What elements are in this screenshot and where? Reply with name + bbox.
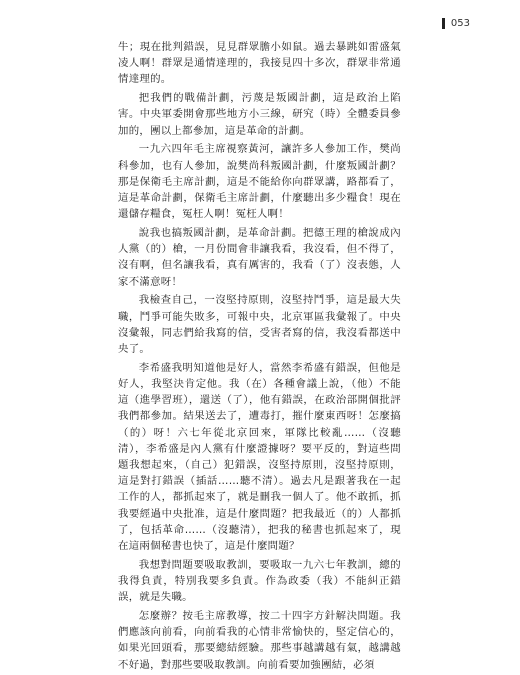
paragraph: 怎麼辦？按毛主席教導，按二十四字方針解決問題。我們應該向前看，向前看我的心情非常愉快的，堅定信心的，如果光回頭看，那要總結經驗。那些事越講越有氣，越講越不好過，對那些要吸取教訓。向前看要加強團結，必須 [118,610,401,671]
paragraph: 我檢查自己，一沒堅持原則，沒堅持鬥爭，這是最大失職，鬥爭可能失敗多，可報中央，北京軍區我彙報了。中央沒彙報，同志們給我寫的信，受害者寫的信，我沒看都送中央了。 [118,294,401,356]
paragraph: 說我也搞叛國計劃，是革命計劃。把德王理的槍說成內人黨（的）槍，一月份間會非讓我看，我沒看，但不得了，沒有啊，但名讓我看，真有厲害的，我看（了）沒表態，人家不滿意呀！ [118,227,401,288]
page-header [442,18,470,29]
paragraph: 李希盛我明知道他是好人，當然李希盛有錯誤，但他是好人，我堅決肯定他。我（在）各種會議上說，（他）不能這（進學習班），還送（了），他有錯誤，在政治部開個批評我們都參加。結果送去了，遭毒打，摧什麼東西呀！怎麼搞（的）呀！六七年從北京回來，軍隊比較亂……（沒聽清），李希盛是內人黨有什麼證據呀？要平反的，對這些問題我想起來，（自己）犯錯誤，沒堅持原則，沒堅持原則，這是對打錯誤（插話……聽不清）。過去凡是跟著我在一起工作的人，都抓起來了，就是刪我一個人了。他不敢抓，抓我要經過中央批准，這是什麼問題？把我最近（的）人都抓了，包括革命……（沒聽清），把我的秘書也抓起來了，現在這兩個秘書也快了，這是什麼問題？ [118,361,401,553]
paragraph: 把我們的戰備計劃，污蔑是叛國計劃，這是政治上陷害。中央軍委開會那些地方小三線，研究（時）全體委員參加的，團以上都參加，這是革命的計劃。 [118,92,401,137]
page-number: 053 [450,18,470,29]
paragraph: 我想對問題要吸取教訓，要吸取一九六七年教訓，總的我得負責，特別我要多負責。作為政委（我）不能糾正錯誤，就是失職。 [118,558,401,604]
header-marker [442,18,445,29]
paragraph: 牛；現在批判錯誤，見見群眾膽小如鼠。過去暴跳如雷盛氣凌人啊！群眾是通情達理的，我接見四十多次，群眾非常通情達理的。 [118,41,401,86]
body-text [118,39,401,675]
paragraph: 一九六四年毛主席視察黃河，讓許多人參加工作，樊尚科參加，也有人參加，說樊尚科叛國計劃，什麼叛國計劃？那是保衛毛主席計劃，這是不能給你向群眾講，路都看了，這是革命計劃，保衛毛主席計劃，什麼聽出多少糧食！現在還儲存糧食，冤枉人啊！冤枉人啊！ [118,143,401,221]
